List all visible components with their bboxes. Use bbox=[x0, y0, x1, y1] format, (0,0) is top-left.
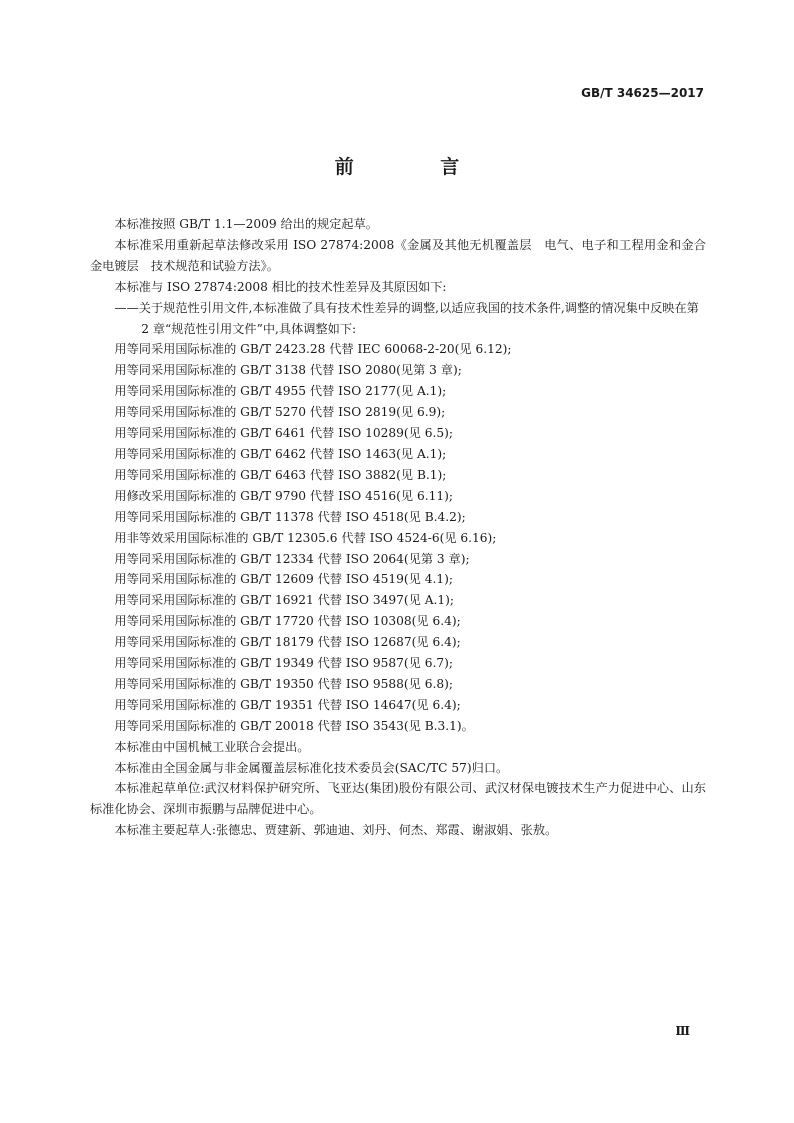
list-item: 用非等效采用国际标准的 GB/T 12305.6 代替 ISO 4524-6(见 6.16); bbox=[114, 530, 497, 545]
paragraph-drafters: 本标准主要起草人:张德忠、贾建新、郭迪迪、刘丹、何杰、郑霞、谢淑娟、张敖。 bbox=[114, 823, 558, 838]
list-item: 用等同采用国际标准的 GB/T 5270 代替 ISO 2819(见 6.9); bbox=[114, 405, 446, 420]
paragraph-adoption: 本标准采用重新起草法修改采用 ISO 27874:2008《金属及其他无机覆盖层 电气、电子和工程用金和金合金电镀层 技术规范和试验方法》。 bbox=[90, 237, 706, 273]
list-item: 用修改采用国际标准的 GB/T 9790 代替 ISO 4516(见 6.11); bbox=[114, 488, 453, 503]
list-item: 用等同采用国际标准的 GB/T 6461 代替 ISO 10289(见 6.5); bbox=[114, 426, 453, 441]
standard-code: GB/T 34625—2017 bbox=[581, 86, 704, 100]
list-item: 用等同采用国际标准的 GB/T 6462 代替 ISO 1463(见 A.1); bbox=[114, 446, 447, 461]
list-item: 用等同采用国际标准的 GB/T 12609 代替 ISO 4519(见 4.1); bbox=[114, 572, 453, 587]
list-item: 用等同采用国际标准的 GB/T 6463 代替 ISO 3882(见 B.1); bbox=[114, 467, 447, 482]
list-item: 用等同采用国际标准的 GB/T 20018 代替 ISO 3543(见 B.3.1)。 bbox=[114, 718, 474, 733]
paragraph-drafting-units: 本标准起草单位:武汉材料保护研究所、飞亚达(集团)股份有限公司、武汉材保电镀技术生产力促进中心、山东标准化协会、深圳市振鹏与品牌促进中心。 bbox=[90, 781, 706, 817]
list-item: 用等同采用国际标准的 GB/T 19350 代替 ISO 9588(见 6.8); bbox=[114, 676, 453, 691]
document-body bbox=[90, 214, 706, 841]
list-item: 用等同采用国际标准的 GB/T 3138 代替 ISO 2080(见第 3 章); bbox=[114, 363, 462, 378]
page-title: 前 言 bbox=[334, 156, 500, 178]
paragraph-drafting-rules: 本标准按照 GB/T 1.1—2009 给出的规定起草。 bbox=[114, 217, 378, 231]
list-item: 用等同采用国际标准的 GB/T 17720 代替 ISO 10308(见 6.4); bbox=[114, 614, 461, 629]
list-item: 用等同采用国际标准的 GB/T 2423.28 代替 IEC 60068-2-20(见 6.12); bbox=[114, 342, 512, 357]
list-item: 用等同采用国际标准的 GB/T 18179 代替 ISO 12687(见 6.4); bbox=[114, 635, 461, 650]
paragraph-normative-references: ——关于规范性引用文件,本标准做了具有技术性差异的调整,以适应我国的技术条件,调整的情况集中反映在第 2 章“规范性引用文件”中,具体调整如下: bbox=[114, 300, 699, 336]
page-number: Ⅲ bbox=[675, 1024, 690, 1038]
list-item: 用等同采用国际标准的 GB/T 4955 代替 ISO 2177(见 A.1); bbox=[114, 384, 447, 399]
paragraph-differences: 本标准与 ISO 27874:2008 相比的技术性差异及其原因如下: bbox=[114, 279, 447, 294]
list-item: 用等同采用国际标准的 GB/T 16921 代替 ISO 3497(见 A.1); bbox=[114, 593, 454, 608]
list-item: 用等同采用国际标准的 GB/T 19351 代替 ISO 14647(见 6.4); bbox=[114, 697, 461, 712]
paragraph-proposer: 本标准由中国机械工业联合会提出。 bbox=[114, 739, 310, 754]
list-item: 用等同采用国际标准的 GB/T 12334 代替 ISO 2064(见第 3 章); bbox=[114, 551, 470, 566]
replacement-list bbox=[90, 339, 706, 736]
list-item: 用等同采用国际标准的 GB/T 19349 代替 ISO 9587(见 6.7); bbox=[114, 656, 453, 671]
list-item: 用等同采用国际标准的 GB/T 11378 代替 ISO 4518(见 B.4.2); bbox=[114, 509, 466, 524]
paragraph-committee: 本标准由全国金属与非金属覆盖层标准化技术委员会(SAC/TC 57)归口。 bbox=[114, 760, 509, 775]
